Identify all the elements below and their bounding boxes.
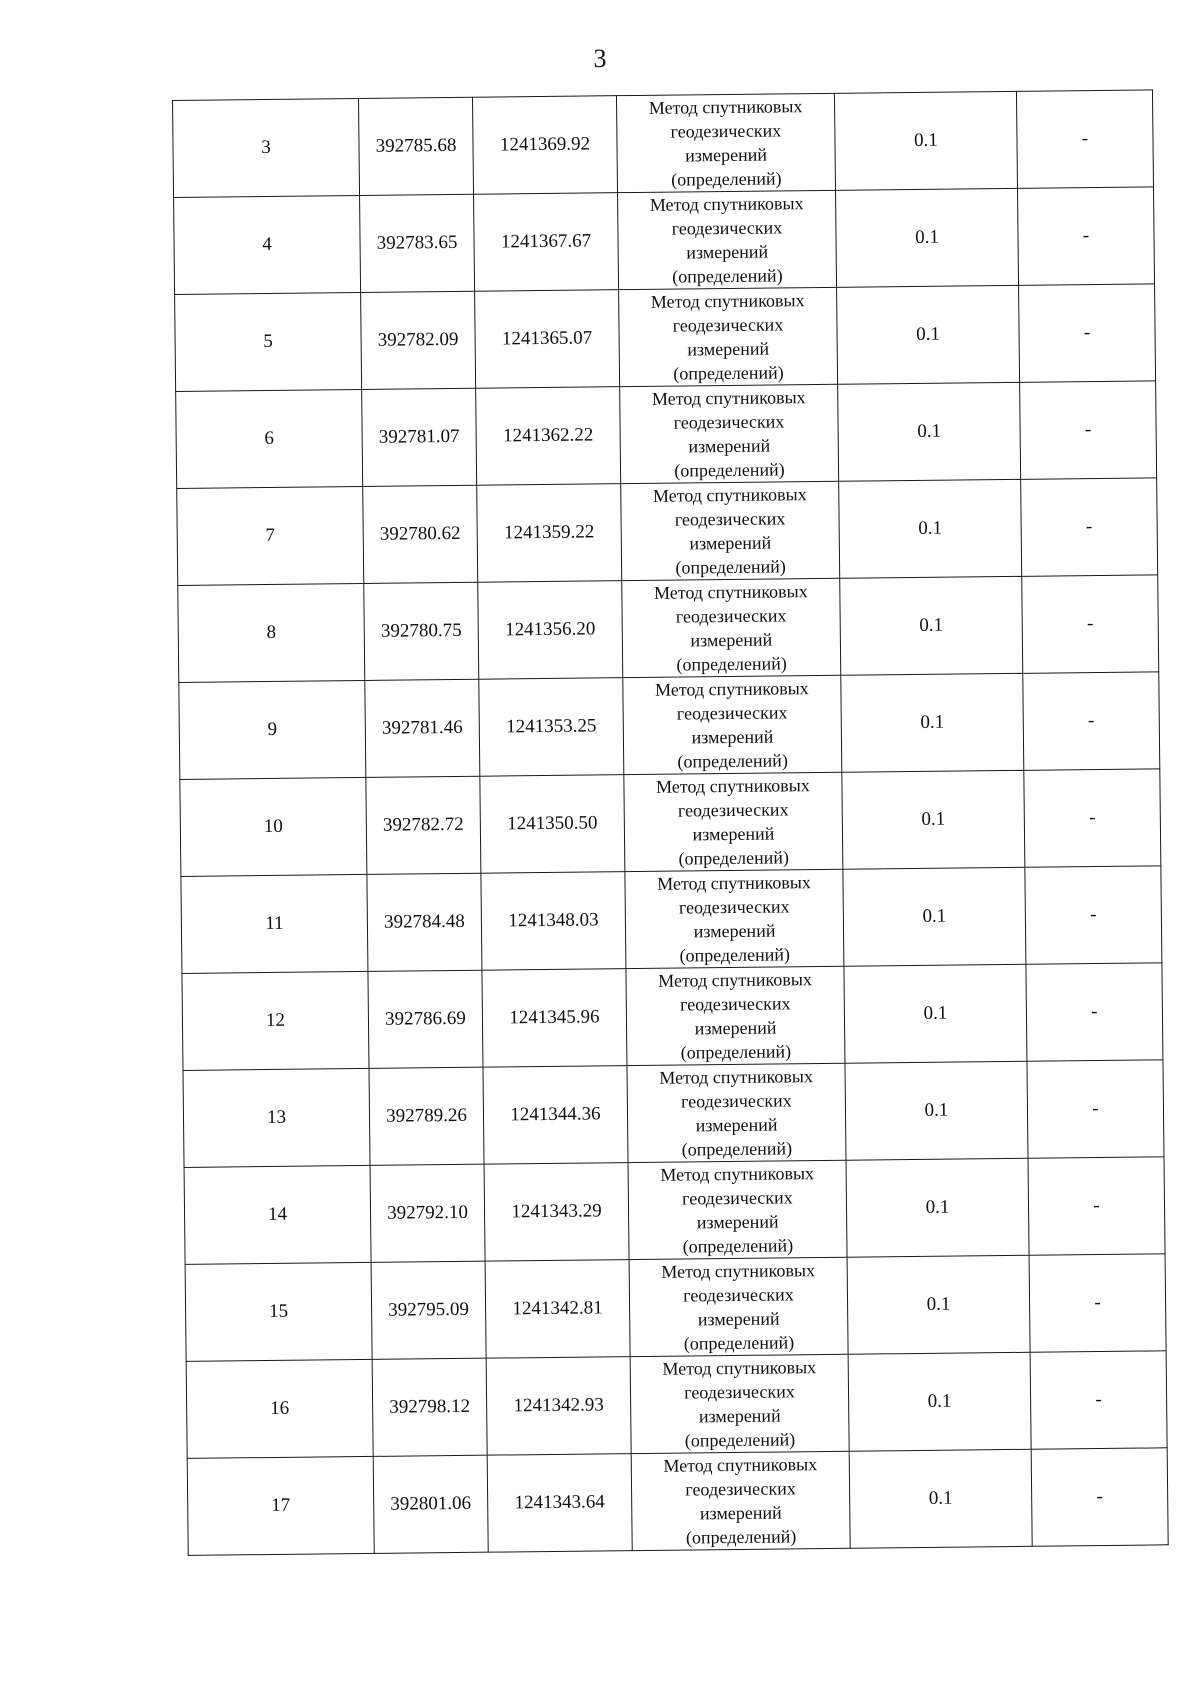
coordinate-x-cell: 392798.12 (372, 1358, 487, 1456)
coordinate-y-cell: 1241369.92 (472, 96, 617, 195)
method-line: геодезических (677, 799, 789, 821)
point-number-cell: 17 (187, 1456, 374, 1555)
method-line: (определений) (673, 362, 784, 384)
point-number-cell: 11 (181, 874, 368, 973)
method-line: геодезических (678, 896, 790, 918)
method-line: геодезических (676, 702, 788, 724)
note-cell: - (1019, 284, 1156, 382)
method-line: измерений (694, 1017, 777, 1039)
coordinate-y-cell: 1241345.96 (482, 969, 627, 1068)
note-cell: - (1030, 1351, 1167, 1449)
method-line: измерений (696, 1211, 779, 1233)
method-line: (определений) (680, 1041, 792, 1063)
accuracy-cell: 0.1 (841, 673, 1024, 772)
coordinate-y-cell: 1241350.50 (480, 775, 625, 874)
accuracy-cell: 0.1 (838, 382, 1021, 481)
method-line: Метод спутниковых (663, 1454, 818, 1476)
coordinates-table (172, 89, 1169, 1556)
note-cell: - (1029, 1254, 1166, 1352)
point-number-cell: 6 (176, 389, 363, 488)
coordinate-x-cell: 392782.72 (366, 776, 481, 874)
note-cell: - (1018, 187, 1155, 285)
method-cell (629, 1257, 848, 1356)
method-line: измерений (690, 629, 773, 651)
coordinate-x-cell: 392780.62 (363, 485, 478, 583)
table-row (186, 1351, 1167, 1459)
method-line: измерений (695, 1114, 778, 1136)
method-line: Метод спутниковых (657, 872, 811, 894)
table-row (179, 672, 1160, 780)
method-line: геодезических (673, 411, 785, 433)
method-cell (626, 966, 845, 1065)
coordinate-y-cell: 1241343.64 (487, 1454, 632, 1553)
note-cell: - (1026, 963, 1163, 1061)
table-row (185, 1254, 1166, 1362)
method-line: (определений) (683, 1332, 795, 1354)
method-line: Метод спутниковых (659, 1066, 814, 1088)
note-cell: - (1022, 575, 1159, 673)
coordinate-y-cell: 1241342.93 (486, 1357, 631, 1456)
coordinate-x-cell: 392781.07 (362, 388, 477, 486)
method-cell (622, 578, 841, 677)
method-line: измерений (699, 1502, 782, 1524)
table-row (175, 284, 1156, 392)
table-row (187, 1448, 1168, 1556)
note-cell: - (1016, 90, 1153, 188)
method-cell (624, 772, 843, 871)
method-line: (определений) (685, 1526, 797, 1548)
note-cell: - (1021, 478, 1158, 576)
method-line: измерений (689, 532, 772, 554)
method-line: (определений) (672, 265, 783, 287)
coordinate-x-cell: 392786.69 (368, 970, 483, 1068)
table-body (173, 90, 1169, 1556)
method-line: геодезических (679, 993, 791, 1015)
coordinate-y-cell: 1241362.22 (476, 387, 621, 486)
coordinates-sheet (172, 89, 1178, 1556)
method-line: измерений (691, 726, 774, 748)
coordinate-y-cell: 1241365.07 (475, 290, 620, 389)
method-line: (определений) (675, 556, 786, 578)
accuracy-cell: 0.1 (834, 91, 1017, 190)
coordinate-y-cell: 1241344.36 (483, 1066, 628, 1165)
note-cell: - (1023, 672, 1160, 770)
point-number-cell: 14 (184, 1165, 371, 1264)
note-cell: - (1025, 866, 1162, 964)
accuracy-cell: 0.1 (840, 576, 1023, 675)
accuracy-cell: 0.1 (846, 1158, 1029, 1257)
coordinate-y-cell: 1241348.03 (481, 872, 626, 971)
table-row (180, 769, 1161, 877)
table-row (177, 478, 1158, 586)
method-line: (определений) (674, 459, 785, 481)
method-line: измерений (693, 920, 776, 942)
accuracy-cell: 0.1 (844, 964, 1027, 1063)
method-line: измерений (686, 241, 769, 263)
method-line: (определений) (682, 1235, 794, 1257)
table-row (183, 1060, 1164, 1168)
point-number-cell: 15 (185, 1262, 372, 1361)
method-line: (определений) (671, 168, 782, 190)
point-number-cell: 8 (178, 583, 365, 682)
accuracy-cell: 0.1 (837, 285, 1020, 384)
coordinate-x-cell: 392782.09 (361, 291, 476, 389)
method-line: измерений (697, 1308, 780, 1330)
point-number-cell: 5 (175, 292, 362, 391)
method-line: измерений (685, 144, 768, 166)
point-number-cell: 10 (180, 777, 367, 876)
method-cell (627, 1063, 846, 1162)
accuracy-cell: 0.1 (849, 1449, 1032, 1548)
method-line: геодезических (685, 1478, 796, 1500)
accuracy-cell: 0.1 (839, 479, 1022, 578)
method-line: (определений) (684, 1429, 796, 1451)
accuracy-cell: 0.1 (847, 1255, 1030, 1354)
coordinate-x-cell: 392789.26 (369, 1067, 484, 1165)
accuracy-cell: 0.1 (845, 1061, 1028, 1160)
page-number: 3 (593, 44, 607, 73)
coordinate-x-cell: 392785.68 (358, 97, 473, 195)
method-line: Метод спутниковых (658, 969, 813, 991)
point-number-cell: 16 (186, 1359, 373, 1458)
coordinate-x-cell: 392783.65 (360, 194, 475, 292)
coordinate-x-cell: 392780.75 (364, 582, 479, 680)
method-line: (определений) (678, 847, 790, 869)
method-cell (630, 1354, 849, 1453)
point-number-cell: 4 (174, 195, 361, 294)
note-cell: - (1020, 381, 1157, 479)
method-cell (616, 93, 835, 192)
method-line: (определений) (677, 750, 788, 772)
method-cell (623, 675, 842, 774)
method-line: геодезических (671, 217, 783, 239)
method-line: Метод спутниковых (661, 1260, 816, 1282)
method-line: Метод спутниковых (649, 193, 804, 215)
table-row (181, 866, 1162, 974)
method-line: измерений (687, 338, 770, 360)
method-line: геодезических (682, 1187, 793, 1209)
note-cell: - (1027, 1060, 1164, 1158)
table-row (184, 1157, 1165, 1265)
method-line: Метод спутниковых (662, 1357, 817, 1379)
coordinate-x-cell: 392781.46 (365, 679, 480, 777)
point-number-cell: 7 (177, 486, 364, 585)
note-cell: - (1024, 769, 1161, 867)
point-number-cell: 12 (182, 971, 369, 1070)
coordinate-x-cell: 392801.06 (373, 1455, 488, 1553)
method-line: геодезических (683, 1284, 794, 1306)
method-line: Метод спутниковых (654, 678, 809, 700)
point-number-cell: 9 (179, 680, 366, 779)
coordinate-y-cell: 1241343.29 (484, 1163, 629, 1262)
method-line: (определений) (681, 1138, 793, 1160)
coordinate-x-cell: 392795.09 (371, 1261, 486, 1359)
method-line: Метод спутниковых (652, 484, 807, 506)
method-line: измерений (692, 823, 775, 845)
table-row (174, 187, 1155, 295)
coordinate-x-cell: 392784.48 (367, 873, 482, 971)
table-row (176, 381, 1157, 489)
accuracy-cell: 0.1 (842, 770, 1025, 869)
accuracy-cell: 0.1 (848, 1352, 1031, 1451)
table-row (182, 963, 1163, 1071)
note-cell: - (1031, 1448, 1168, 1546)
method-line: геодезических (684, 1381, 795, 1403)
method-line: Метод спутниковых (653, 581, 808, 603)
method-line: Метод спутниковых (650, 290, 805, 312)
method-line: геодезических (672, 314, 784, 336)
method-cell (631, 1451, 850, 1550)
coordinate-y-cell: 1241353.25 (479, 678, 624, 777)
method-line: (определений) (676, 653, 787, 675)
coordinate-y-cell: 1241342.81 (485, 1260, 630, 1359)
method-line: (определений) (679, 944, 791, 966)
coordinate-x-cell: 392792.10 (370, 1164, 485, 1262)
coordinate-y-cell: 1241367.67 (474, 193, 619, 292)
method-cell (625, 869, 844, 968)
method-line: Метод спутниковых (655, 775, 810, 797)
note-cell: - (1028, 1157, 1165, 1255)
point-number-cell: 13 (183, 1068, 370, 1167)
method-cell (619, 287, 838, 386)
table-row (173, 90, 1154, 198)
method-line: измерений (698, 1405, 781, 1427)
method-cell (618, 190, 837, 289)
method-line: измерений (688, 435, 771, 457)
method-line: геодезических (675, 605, 787, 627)
method-cell (621, 481, 840, 580)
method-line: Метод спутниковых (651, 387, 806, 409)
table-row (178, 575, 1159, 683)
method-line: Метод спутниковых (660, 1163, 815, 1185)
coordinate-y-cell: 1241359.22 (477, 484, 622, 583)
point-number-cell: 3 (173, 98, 360, 197)
method-cell (620, 384, 839, 483)
method-line: геодезических (680, 1090, 792, 1112)
method-cell (628, 1160, 847, 1259)
method-line: геодезических (674, 508, 786, 530)
method-line: Метод спутниковых (648, 96, 803, 118)
method-line: геодезических (670, 120, 782, 142)
accuracy-cell: 0.1 (836, 188, 1019, 287)
accuracy-cell: 0.1 (843, 867, 1026, 966)
coordinate-y-cell: 1241356.20 (478, 581, 623, 680)
